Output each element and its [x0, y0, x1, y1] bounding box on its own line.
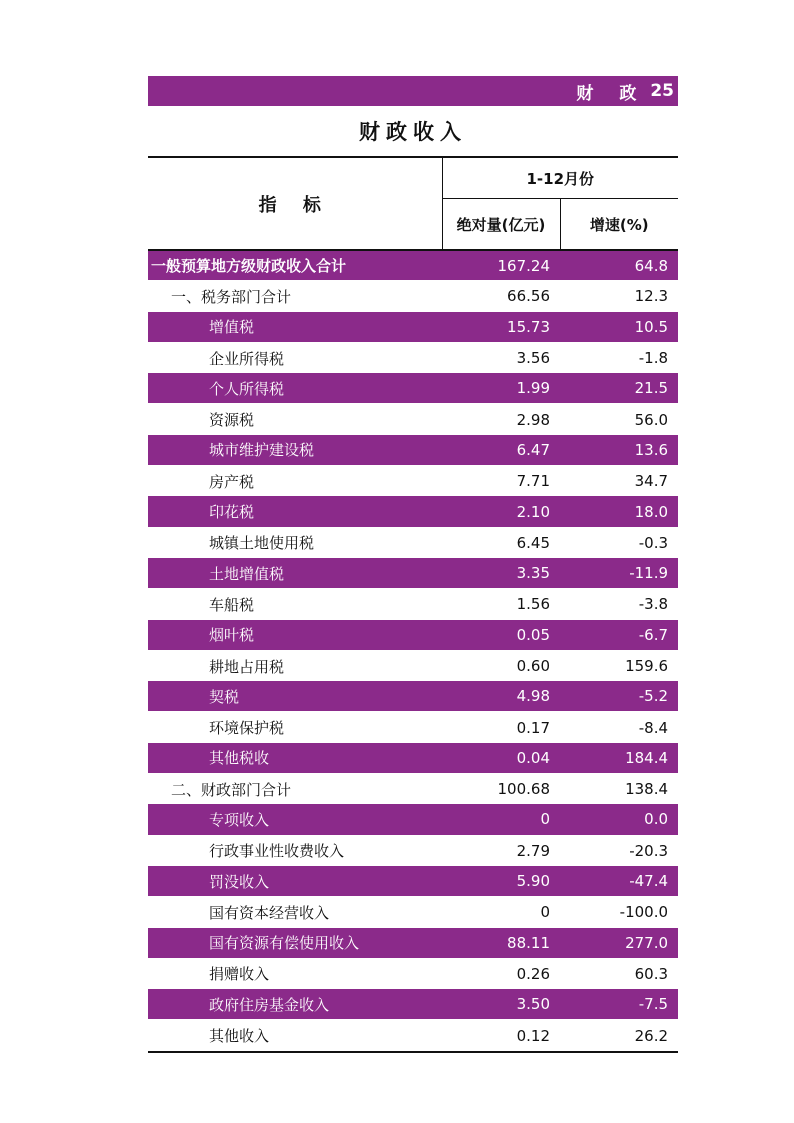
row-growth-value: 34.7 [634, 472, 669, 491]
indicator-header: 指 标 [148, 158, 442, 249]
row-indicator: 行政事业性收费收入 [209, 842, 345, 861]
table-row [148, 897, 678, 928]
row-growth-value: 159.6 [625, 657, 669, 675]
growth-column-header: 增速(%) [589, 215, 649, 234]
row-growth-value: 60.3 [634, 964, 669, 983]
row-absolute-value: 0.60 [516, 657, 550, 675]
row-absolute-value: 2.79 [516, 841, 550, 860]
absolute-column-header: 绝对量(亿元) [442, 199, 560, 250]
row-absolute-value: 3.50 [442, 989, 560, 1020]
row-indicator: 国有资源有偿使用收入 [148, 928, 442, 959]
row-absolute-value: 1.56 [516, 595, 550, 614]
row-growth-value: -7.5 [560, 989, 678, 1020]
row-indicator: 罚没收入 [148, 866, 442, 897]
row-growth-value: -3.8 [638, 595, 669, 614]
table-row [148, 774, 678, 805]
row-absolute-value: 66.56 [507, 287, 550, 306]
table-row [148, 342, 678, 373]
row-growth-value: -1.8 [638, 349, 669, 368]
table-row [148, 312, 678, 343]
row-absolute-value: 3.35 [442, 558, 560, 589]
row-absolute-value: 0.04 [442, 743, 560, 774]
row-growth-value: 12.3 [634, 287, 669, 306]
table-row [148, 558, 678, 589]
row-growth-value: 138.4 [625, 780, 669, 799]
table-row [148, 435, 678, 466]
row-growth-value: -100.0 [619, 903, 669, 922]
row-absolute-value: 1.99 [442, 373, 560, 404]
table-row [148, 989, 678, 1020]
row-indicator: 契税 [148, 681, 442, 712]
row-indicator: 车船税 [209, 595, 255, 614]
row-absolute-value: 0.17 [516, 718, 550, 737]
row-absolute-value: 15.73 [442, 312, 560, 343]
row-growth-value: 277.0 [560, 928, 678, 959]
page-title: 财政收入 [359, 120, 467, 144]
row-growth-value: 18.0 [560, 496, 678, 527]
statistics-page [148, 76, 678, 1053]
row-growth-value: -20.3 [629, 841, 669, 860]
row-absolute-value: 0.12 [516, 1026, 550, 1045]
row-absolute-value: 2.98 [516, 410, 550, 429]
row-indicator: 城市维护建设税 [148, 435, 442, 466]
row-absolute-value: 0.26 [516, 964, 550, 983]
table-row [148, 527, 678, 558]
row-indicator: 增值税 [148, 312, 442, 343]
table-header [148, 158, 678, 250]
row-absolute-value: 6.45 [516, 533, 550, 552]
row-absolute-value: 0 [540, 903, 550, 922]
row-absolute-value: 4.98 [442, 681, 560, 712]
table-row [148, 712, 678, 743]
table-row [148, 743, 678, 774]
row-indicator: 捐赠收入 [209, 965, 270, 984]
table-row [148, 620, 678, 651]
row-growth-value: -6.7 [560, 620, 678, 651]
row-absolute-value: 100.68 [497, 780, 550, 799]
table-row [148, 866, 678, 897]
row-indicator: 房产税 [209, 472, 255, 491]
table-row [148, 404, 678, 435]
table-row [148, 496, 678, 527]
period-header: 1-12月份 [442, 158, 678, 199]
table-row [148, 1020, 678, 1051]
row-growth-value: 64.8 [560, 250, 678, 281]
section-name: 财 政 [576, 83, 647, 104]
table-row [148, 281, 678, 312]
row-absolute-value: 5.90 [442, 866, 560, 897]
row-growth-value: 184.4 [560, 743, 678, 774]
row-indicator: 印花税 [148, 496, 442, 527]
row-absolute-value: 7.71 [516, 472, 550, 491]
row-indicator: 烟叶税 [148, 620, 442, 651]
row-indicator: 耕地占用税 [209, 657, 285, 676]
row-indicator: 政府住房基金收入 [148, 989, 442, 1020]
row-absolute-value: 0 [442, 804, 560, 835]
row-indicator: 土地增值税 [148, 558, 442, 589]
row-indicator: 城镇土地使用税 [209, 534, 315, 553]
bottom-rule [148, 1051, 678, 1053]
row-growth-value: 21.5 [560, 373, 678, 404]
row-indicator: 资源税 [209, 411, 255, 430]
table-row [148, 681, 678, 712]
table-row [148, 589, 678, 620]
row-absolute-value: 2.10 [442, 496, 560, 527]
row-indicator: 个人所得税 [148, 373, 442, 404]
row-indicator: 其他收入 [209, 1027, 270, 1046]
row-indicator: 国有资本经营收入 [209, 903, 330, 922]
table-row [148, 835, 678, 866]
revenue-table [148, 158, 678, 1051]
table-row [148, 373, 678, 404]
row-indicator: 其他税收 [148, 743, 442, 774]
row-growth-value: -11.9 [560, 558, 678, 589]
row-indicator: 二、财政部门合计 [171, 780, 292, 799]
row-absolute-value: 167.24 [442, 250, 560, 281]
row-absolute-value: 0.05 [442, 620, 560, 651]
table-row [148, 250, 678, 281]
page-number: 25 [650, 81, 674, 101]
row-absolute-value: 6.47 [442, 435, 560, 466]
row-growth-value: 10.5 [560, 312, 678, 343]
row-growth-value: -47.4 [560, 866, 678, 897]
row-absolute-value: 88.11 [442, 928, 560, 959]
row-indicator: 专项收入 [148, 804, 442, 835]
row-indicator: 环境保护税 [209, 719, 285, 738]
table-row [148, 804, 678, 835]
row-growth-value: -5.2 [560, 681, 678, 712]
table-body [148, 250, 678, 1051]
table-row [148, 466, 678, 497]
row-growth-value: -8.4 [638, 718, 669, 737]
table-row [148, 958, 678, 989]
table-row [148, 650, 678, 681]
row-indicator: 企业所得税 [209, 349, 285, 368]
table-row [148, 928, 678, 959]
row-growth-value: 0.0 [560, 804, 678, 835]
row-indicator: 一般预算地方级财政收入合计 [148, 250, 442, 281]
section-header-bar [148, 76, 678, 106]
row-growth-value: -0.3 [638, 533, 669, 552]
row-absolute-value: 3.56 [516, 349, 550, 368]
row-growth-value: 26.2 [634, 1026, 669, 1045]
row-growth-value: 56.0 [634, 410, 669, 429]
row-growth-value: 13.6 [560, 435, 678, 466]
row-indicator: 一、税务部门合计 [171, 287, 292, 306]
